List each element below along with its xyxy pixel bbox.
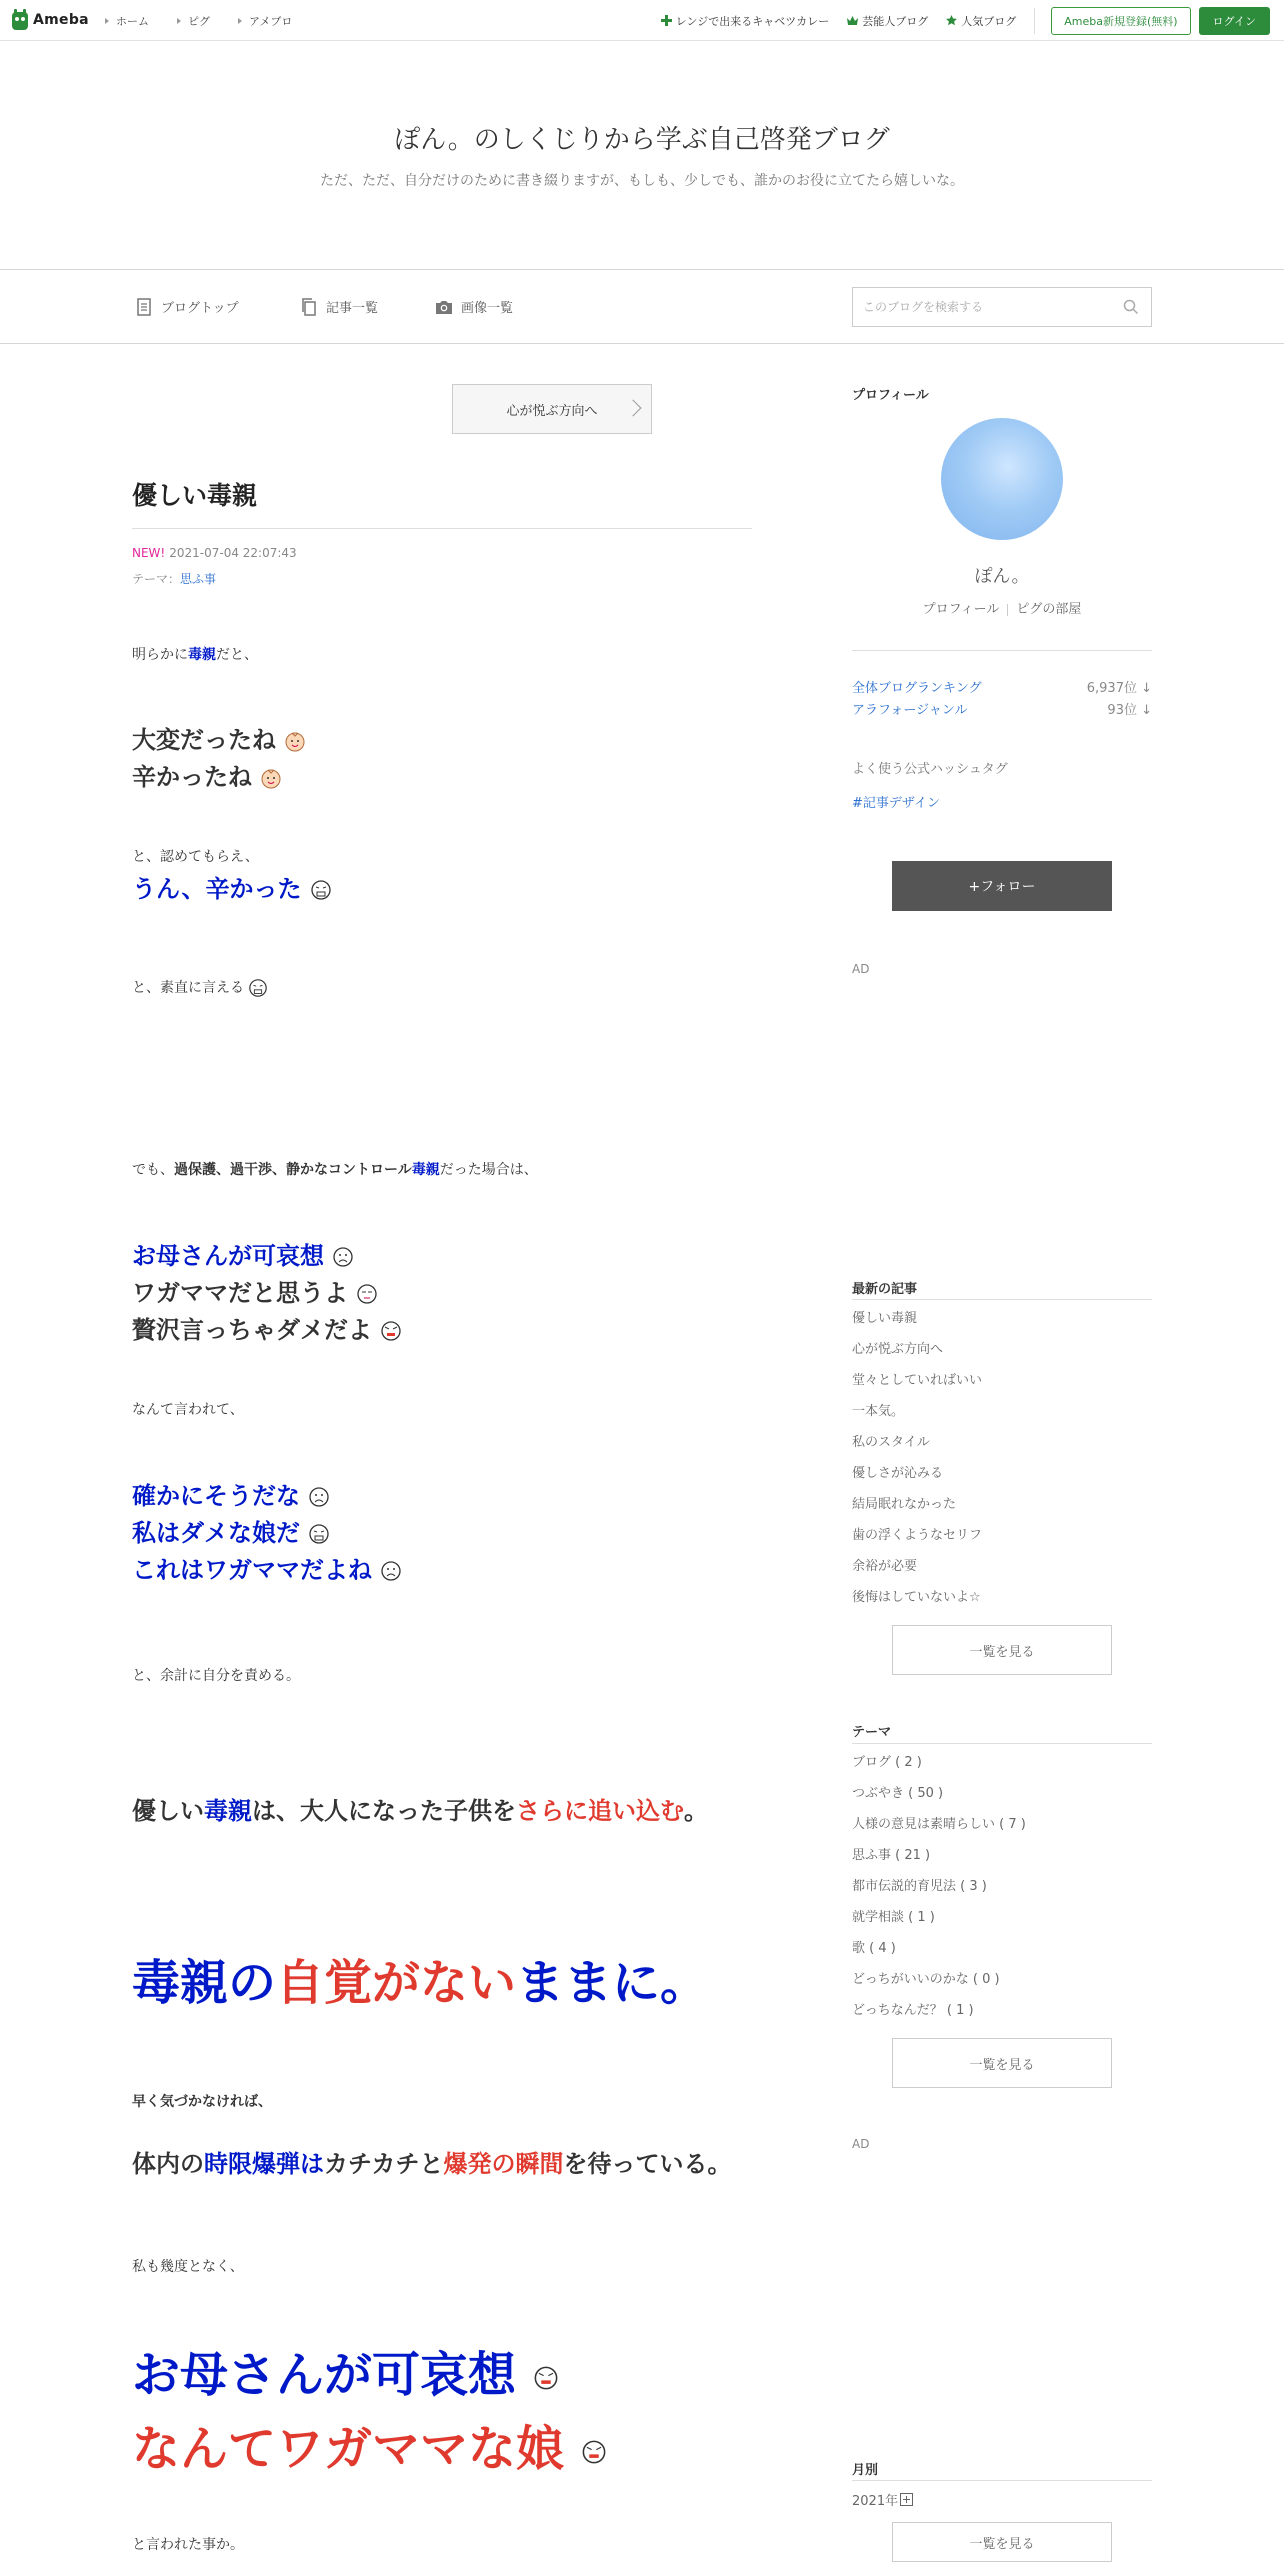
body-line-4: と、認めてもらえ、 bbox=[132, 849, 259, 865]
entry-theme bbox=[132, 570, 216, 587]
pig-room-link[interactable]: ピグの部屋 bbox=[1016, 602, 1082, 617]
text-bold: 過保護、過干渉、静かなコントロール bbox=[174, 1162, 412, 1178]
body-line-14 bbox=[132, 1550, 402, 1585]
theme-label: テーマ： bbox=[132, 572, 181, 586]
body-line-5 bbox=[132, 869, 332, 904]
plus-icon bbox=[661, 15, 672, 26]
text: うん、辛かった bbox=[132, 875, 302, 903]
theme-item[interactable]: 歌 ( 4 ) bbox=[852, 1941, 896, 1956]
month-label: 2021年 bbox=[852, 2494, 899, 2509]
text: 贅沢言っちゃダメだよ bbox=[132, 1316, 372, 1344]
sad-face-icon bbox=[332, 1246, 354, 1268]
recent-list bbox=[852, 1303, 1152, 1613]
body-line-6 bbox=[132, 977, 268, 998]
body-line-2 bbox=[132, 720, 306, 755]
ad-label: AD bbox=[852, 2137, 870, 2151]
link-celebrity-blog-label: 芸能人ブログ bbox=[862, 14, 929, 28]
grimace-face-icon bbox=[308, 1523, 330, 1545]
divider bbox=[1007, 604, 1008, 616]
document-icon bbox=[135, 298, 153, 316]
global-header-right bbox=[643, 0, 1270, 41]
body-line-12 bbox=[132, 1476, 330, 1511]
grimace-face-icon bbox=[248, 978, 268, 998]
text: 優しい bbox=[132, 1797, 204, 1825]
theme-item[interactable]: 人様の意見は素晴らしい ( 7 ) bbox=[852, 1817, 1026, 1832]
link-popular-blog[interactable] bbox=[946, 13, 1016, 29]
divider bbox=[852, 1743, 1152, 1744]
theme-list bbox=[852, 1747, 1152, 2026]
recent-item[interactable]: 心が悦ぶ方向へ bbox=[852, 1342, 944, 1357]
month-item[interactable] bbox=[852, 2490, 913, 2509]
subnav-entry-list-label: 記事一覧 bbox=[326, 301, 379, 316]
hashtag-link[interactable]: #記事デザイン bbox=[852, 796, 940, 811]
profile-heading: プロフィール bbox=[852, 388, 929, 403]
avatar[interactable] bbox=[941, 418, 1063, 540]
search-input[interactable] bbox=[853, 288, 1103, 326]
expand-plus-icon[interactable] bbox=[900, 2493, 913, 2506]
text: でも、 bbox=[132, 1162, 174, 1178]
profile-link[interactable]: プロフィール bbox=[922, 602, 1000, 617]
divider bbox=[852, 2480, 1152, 2481]
body-line-15: と、余計に自分を責める。 bbox=[132, 1668, 300, 1684]
body-line-10 bbox=[132, 1310, 402, 1345]
link-celebrity-blog[interactable] bbox=[847, 13, 928, 29]
body-line-13 bbox=[132, 1513, 330, 1548]
recent-item[interactable]: 歯の浮くようなセリフ bbox=[852, 1528, 983, 1543]
entry-date: 2021-07-04 22:07:43 bbox=[169, 546, 297, 560]
follow-button[interactable]: +フォロー bbox=[892, 861, 1112, 911]
divider bbox=[852, 1299, 1152, 1300]
theme-heading: テーマ bbox=[852, 1725, 892, 1740]
text: カチカチと bbox=[324, 2150, 444, 2178]
theme-item[interactable]: 思ふ事 ( 21 ) bbox=[852, 1848, 931, 1863]
recent-item[interactable]: 私のスタイル bbox=[852, 1435, 930, 1450]
body-line-21 bbox=[132, 2336, 559, 2405]
text-highlight: 爆発の瞬間 bbox=[443, 2150, 564, 2178]
recent-item[interactable]: 堂々としていればいい bbox=[852, 1373, 983, 1388]
ranking-overall[interactable] bbox=[852, 677, 1152, 696]
entry-title[interactable]: 優しい毒親 bbox=[132, 476, 752, 529]
body-line-16 bbox=[132, 1791, 708, 1826]
text-emphasis: ままに。 bbox=[516, 1955, 709, 2011]
body-line-1 bbox=[132, 644, 258, 664]
copy-icon bbox=[300, 298, 318, 316]
body-line-18: 早く気づかなければ、 bbox=[132, 2094, 272, 2110]
nav-home-label: ホーム bbox=[116, 14, 149, 28]
subnav-image-list-label: 画像一覧 bbox=[461, 301, 514, 316]
prev-entry-button[interactable] bbox=[452, 384, 652, 434]
nav-pig-label: ピグ bbox=[188, 14, 210, 28]
body-line-9 bbox=[132, 1273, 378, 1308]
text: 私はダメな娘だ bbox=[132, 1519, 300, 1547]
text: お母さんが可哀想 bbox=[132, 2347, 517, 2403]
global-header bbox=[0, 0, 1284, 41]
angry-face-icon bbox=[581, 2439, 607, 2465]
text: 辛かったね bbox=[132, 763, 252, 791]
angry-face-icon bbox=[380, 1320, 402, 1342]
link-cabbage-curry-label: レンジで出来るキャベツカレー bbox=[675, 14, 830, 28]
login-button[interactable]: ログイン bbox=[1199, 7, 1270, 35]
recent-item[interactable]: 優しい毒親 bbox=[852, 1311, 918, 1326]
chevron-right-icon bbox=[105, 18, 109, 24]
text: 明らかに bbox=[132, 647, 188, 663]
sad-face-icon bbox=[380, 1560, 402, 1582]
logo-text: Ameba bbox=[33, 12, 89, 28]
body-line-23: と言われた事か。 bbox=[132, 2537, 244, 2553]
ranking-label: アラフォージャンル bbox=[852, 703, 968, 718]
body-line-19 bbox=[132, 2144, 732, 2179]
theme-item[interactable]: 都市伝説的育児法 ( 3 ) bbox=[852, 1879, 987, 1894]
text: なんてワガママな娘 bbox=[132, 2421, 565, 2477]
recent-item[interactable]: 一本気。 bbox=[852, 1404, 905, 1419]
sad-face-icon bbox=[308, 1486, 330, 1508]
text: 。 bbox=[684, 1797, 708, 1825]
profile-name[interactable]: ぽん。 bbox=[974, 566, 1030, 587]
theme-item[interactable]: ブログ ( 2 ) bbox=[852, 1755, 922, 1770]
text: だった場合は、 bbox=[439, 1162, 538, 1178]
global-nav bbox=[105, 0, 292, 41]
camera-icon bbox=[435, 298, 453, 316]
profile-links bbox=[852, 598, 1152, 617]
smile-face-icon bbox=[284, 730, 306, 752]
blog-search bbox=[852, 287, 1152, 327]
ranking-value: 6,937位 ↓ bbox=[1086, 681, 1152, 696]
text: 確かにそうだな bbox=[132, 1482, 300, 1510]
theme-more-button[interactable]: 一覧を見る bbox=[892, 2038, 1112, 2088]
theme-item[interactable]: つぶやき ( 50 ) bbox=[852, 1786, 944, 1801]
chevron-right-icon bbox=[625, 400, 642, 417]
chevron-right-icon bbox=[177, 18, 181, 24]
body-line-20: 私も幾度となく、 bbox=[132, 2259, 244, 2275]
recent-item[interactable]: 余裕が必要 bbox=[852, 1559, 918, 1574]
body-line-3 bbox=[132, 757, 282, 792]
ameba-logo[interactable] bbox=[10, 6, 89, 34]
header-divider bbox=[1034, 8, 1035, 34]
nav-pig[interactable] bbox=[177, 13, 210, 29]
smile-face-icon bbox=[260, 767, 282, 789]
text-emphasis: 毒親 bbox=[132, 1955, 229, 2011]
month-heading: 月別 bbox=[852, 2463, 879, 2478]
text-highlight: さらに追い込む bbox=[516, 1797, 684, 1825]
grimace-face-icon bbox=[310, 879, 332, 901]
theme-item[interactable]: 就学相談 ( 1 ) bbox=[852, 1910, 935, 1925]
blog-title[interactable]: ぽん。のしくじりから学ぶ自己啓発ブログ bbox=[394, 125, 890, 155]
blog-subnav bbox=[0, 270, 1284, 344]
recent-more-button[interactable]: 一覧を見る bbox=[892, 1625, 1112, 1675]
body-line-7 bbox=[132, 1159, 538, 1179]
text-emphasis: 時限爆弾は bbox=[204, 2150, 324, 2178]
divider bbox=[852, 650, 1152, 651]
prev-entry-label: 心が悦ぶ方向へ bbox=[506, 403, 598, 419]
entry-meta bbox=[132, 546, 297, 560]
text: ワガママだと思うよ bbox=[132, 1279, 348, 1307]
recent-item[interactable]: 結局眠れなかった bbox=[852, 1497, 957, 1512]
nav-home[interactable] bbox=[105, 13, 149, 29]
recent-heading: 最新の記事 bbox=[852, 1282, 918, 1297]
hashtag-heading: よく使う公式ハッシュタグ bbox=[852, 762, 1008, 777]
text: これはワガママだよね bbox=[132, 1556, 372, 1584]
text-emphasis: 毒親 bbox=[411, 1162, 440, 1178]
blog-header bbox=[0, 41, 1284, 270]
nav-ameblo[interactable] bbox=[238, 13, 292, 29]
subnav-image-list[interactable] bbox=[435, 297, 513, 316]
sulky-face-icon bbox=[356, 1283, 378, 1305]
subnav-entry-list[interactable] bbox=[300, 297, 378, 316]
subnav-blog-top-label: ブログトップ bbox=[161, 301, 239, 316]
recent-item[interactable]: 後悔はしていないよ☆ bbox=[852, 1590, 981, 1605]
month-more-button[interactable]: 一覧を見る bbox=[892, 2522, 1112, 2562]
nav-ameblo-label: アメブロ bbox=[249, 14, 293, 28]
body-line-11: なんて言われて、 bbox=[132, 1402, 244, 1418]
text: 大変だったね bbox=[132, 726, 276, 754]
link-popular-blog-label: 人気ブログ bbox=[961, 14, 1017, 28]
text-highlight: 自覚がない bbox=[276, 1955, 517, 2011]
register-button[interactable]: Ameba新規登録(無料) bbox=[1051, 7, 1190, 35]
ad-label: AD bbox=[852, 962, 870, 976]
blog-description: ただ、ただ、自分だけのために書き綴りますが、もしも、少しでも、誰かのお役に立てたら嬉しいな。 bbox=[320, 173, 964, 189]
text: は、大人になった子供を bbox=[252, 1797, 516, 1825]
angry-face-icon bbox=[533, 2365, 559, 2391]
star-icon bbox=[946, 15, 957, 26]
ameba-logo-icon bbox=[10, 8, 30, 32]
subnav-blog-top[interactable] bbox=[135, 297, 239, 316]
theme-item[interactable]: どっちなんだ？ ( 1 ) bbox=[852, 2003, 974, 2018]
search-icon[interactable] bbox=[1123, 299, 1139, 315]
text: の bbox=[228, 1955, 277, 2011]
link-cabbage-curry[interactable] bbox=[661, 13, 829, 29]
theme-link[interactable]: 思ふ事 bbox=[180, 572, 217, 586]
crown-icon bbox=[847, 15, 858, 26]
text: お母さんが可哀想 bbox=[132, 1242, 324, 1270]
body-line-22 bbox=[132, 2410, 607, 2479]
body-line-8 bbox=[132, 1236, 354, 1271]
text: だと、 bbox=[216, 647, 258, 663]
ranking-genre[interactable] bbox=[852, 699, 1152, 718]
text: と、素直に言える bbox=[132, 980, 244, 996]
body-line-17 bbox=[132, 1944, 708, 2013]
text-emphasis: 毒親 bbox=[188, 647, 216, 663]
new-badge: NEW! bbox=[132, 546, 166, 560]
chevron-right-icon bbox=[238, 18, 242, 24]
recent-item[interactable]: 優しさが沁みる bbox=[852, 1466, 944, 1481]
text: 体内の bbox=[132, 2150, 204, 2178]
ranking-label: 全体ブログランキング bbox=[852, 681, 982, 696]
text: を待っている。 bbox=[563, 2150, 732, 2178]
ranking-value: 93位 ↓ bbox=[1107, 703, 1152, 718]
text-emphasis: 毒親 bbox=[204, 1797, 252, 1825]
theme-item[interactable]: どっちがいいのかな ( 0 ) bbox=[852, 1972, 1000, 1987]
